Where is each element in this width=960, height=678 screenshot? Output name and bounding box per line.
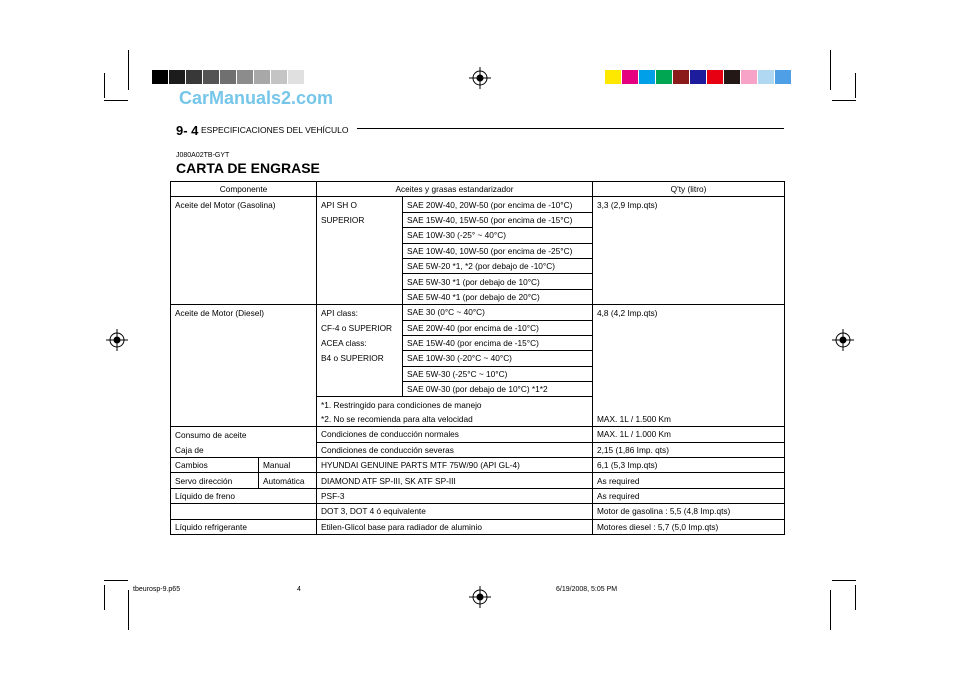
cell-qty: As required — [593, 473, 785, 488]
cell-grade: SAE 10W-30 (-20°C ~ 40°C) — [403, 351, 593, 366]
registration-mark-icon — [469, 67, 491, 89]
header-component: Componente — [171, 182, 317, 197]
page-number: 9- 4 — [176, 123, 199, 138]
table-row — [171, 228, 785, 243]
color-swatch — [237, 70, 253, 84]
cell-qty: 4,8 (4,2 Imp.qts) — [593, 305, 785, 320]
footer-date: 6/19/2008, 5:05 PM — [556, 586, 618, 593]
header-rule — [357, 128, 784, 129]
cell-grade: SAE 0W-30 (por debajo de 10°C) *1*2 — [403, 382, 593, 397]
cell-sub: Automática — [259, 473, 317, 488]
color-swatch — [656, 70, 672, 84]
watermark[interactable]: CarManuals2.com — [179, 88, 334, 108]
color-swatch — [707, 70, 723, 84]
table-row — [171, 473, 785, 488]
cell-qty: As required — [593, 488, 785, 503]
table-row — [171, 519, 785, 534]
cell-grade: SAE 5W-30 *1 (por debajo de 10°C) — [403, 274, 593, 289]
cell-grade: SAE 15W-40, 15W-50 (por encima de -15°C) — [403, 212, 593, 227]
color-swatch — [186, 70, 202, 84]
cell-note: *2. No se recomienda para alta velocidad — [317, 412, 593, 427]
cell-qty: 3,3 (2,9 Imp.qts) — [593, 197, 785, 212]
table-row — [171, 427, 785, 442]
cell-qty: Motores diesel : 5,7 (5,0 Imp.qts) — [593, 519, 785, 534]
registration-mark-icon — [469, 586, 491, 608]
color-swatch — [673, 70, 689, 84]
cell-qty: MAX. 1L / 1.000 Km — [593, 427, 785, 442]
table-header-row — [171, 182, 785, 197]
cell-oil: Etilen-Glicol base para radiador de aluminio — [317, 519, 593, 534]
table-row — [171, 197, 785, 212]
color-swatch — [622, 70, 638, 84]
cell-oil: PSF-3 — [317, 488, 593, 503]
cell-api: B4 o SUPERIOR — [317, 351, 403, 366]
table-row — [171, 335, 785, 350]
color-swatch — [271, 70, 287, 84]
cell-component: Líquido refrigerante — [171, 519, 317, 534]
table-row — [171, 382, 785, 397]
cell-component: Aceite de Motor (Diesel) — [171, 305, 317, 320]
table-row — [171, 488, 785, 503]
table-row — [171, 243, 785, 258]
cell-grade: SAE 5W-40 *1 (por debajo de 20°C) — [403, 289, 593, 304]
cell-component: Servo dirección — [171, 473, 259, 488]
header-oils: Aceites y grasas estandarizador — [317, 182, 593, 197]
color-swatch — [724, 70, 740, 84]
table-row — [171, 397, 785, 412]
table-row — [171, 274, 785, 289]
color-swatch — [288, 70, 304, 84]
table-row — [171, 458, 785, 473]
cell-grade: SAE 5W-20 *1, *2 (por debajo de -10°C) — [403, 258, 593, 273]
table-row — [171, 305, 785, 320]
footer-file: tbeurosp-9.p65 — [133, 586, 181, 593]
cell-api: API SH O — [317, 197, 403, 212]
cell-component: Aceite del Motor (Gasolina) — [171, 197, 317, 212]
cell-qty: 6,1 (5,3 Imp.qts) — [593, 458, 785, 473]
registration-mark-icon — [832, 329, 854, 351]
color-swatch — [605, 70, 621, 84]
table-row — [171, 289, 785, 304]
cell-api: SUPERIOR — [317, 212, 403, 227]
cell-grade: SAE 10W-40, 10W-50 (por encima de -25°C) — [403, 243, 593, 258]
cell-grade: SAE 15W-40 (por encima de -15°C) — [403, 335, 593, 350]
cell-grade: SAE 10W-30 (-25° ~ 40°C) — [403, 228, 593, 243]
cell-note: *1. Restringido para condiciones de manejo — [317, 397, 593, 412]
section-title: ESPECIFICACIONES DEL VEHÍCULO — [201, 125, 349, 135]
color-swatch — [152, 70, 168, 84]
registration-mark-icon — [106, 329, 128, 351]
cell-grade: SAE 5W-30 (-25°C ~ 10°C) — [403, 366, 593, 381]
table-row — [171, 412, 785, 427]
cell-sub: Manual — [259, 458, 317, 473]
table-row — [171, 504, 785, 519]
cell-oil: Condiciones de conducción normales — [317, 427, 593, 442]
doc-code: J080A02TB-GYT — [176, 152, 230, 159]
color-swatch — [169, 70, 185, 84]
color-swatch — [203, 70, 219, 84]
color-swatch — [741, 70, 757, 84]
cell-qty: 2,15 (1,86 Imp. qts) — [593, 442, 785, 457]
cell-component: Cambios — [171, 458, 259, 473]
cell-api: CF-4 o SUPERIOR — [317, 320, 403, 335]
color-swatch — [639, 70, 655, 84]
table-row — [171, 442, 785, 457]
cell-qty: Motor de gasolina : 5,5 (4,8 Imp.qts) — [593, 504, 785, 519]
cell-oil: Condiciones de conducción severas — [317, 442, 593, 457]
header-qty: Q'ty (litro) — [593, 182, 785, 197]
color-swatch — [220, 70, 236, 84]
cell-oil: DOT 3, DOT 4 ó equivalente — [317, 504, 593, 519]
cell-api: API class: — [317, 305, 403, 320]
cell-api: ACEA class: — [317, 335, 403, 350]
table-row — [171, 366, 785, 381]
cell-grade: SAE 20W-40 (por encima de -10°C) — [403, 320, 593, 335]
page-title: CARTA DE ENGRASE — [176, 160, 320, 176]
cell-oil: HYUNDAI GENUINE PARTS MTF 75W/90 (API GL-4) — [317, 458, 593, 473]
table-row — [171, 258, 785, 273]
table-row — [171, 320, 785, 335]
cell-qty: MAX. 1L / 1.500 Km — [593, 412, 785, 427]
color-swatch — [758, 70, 774, 84]
cell-grade: SAE 30 (0°C ~ 40°C) — [403, 305, 593, 320]
table-row — [171, 212, 785, 227]
cell-component: Consumo de aceite — [171, 427, 317, 442]
table-row — [171, 351, 785, 366]
cell-component: Líquido de freno — [171, 488, 317, 503]
cell-component: Caja de — [171, 442, 317, 457]
cell-oil: DIAMOND ATF SP-III, SK ATF SP-III — [317, 473, 593, 488]
footer-page: 4 — [297, 586, 301, 593]
color-swatch — [690, 70, 706, 84]
cell-grade: SAE 20W-40, 20W-50 (por encima de -10°C) — [403, 197, 593, 212]
color-swatch — [254, 70, 270, 84]
lubrication-table — [170, 181, 785, 535]
color-swatch — [775, 70, 791, 84]
